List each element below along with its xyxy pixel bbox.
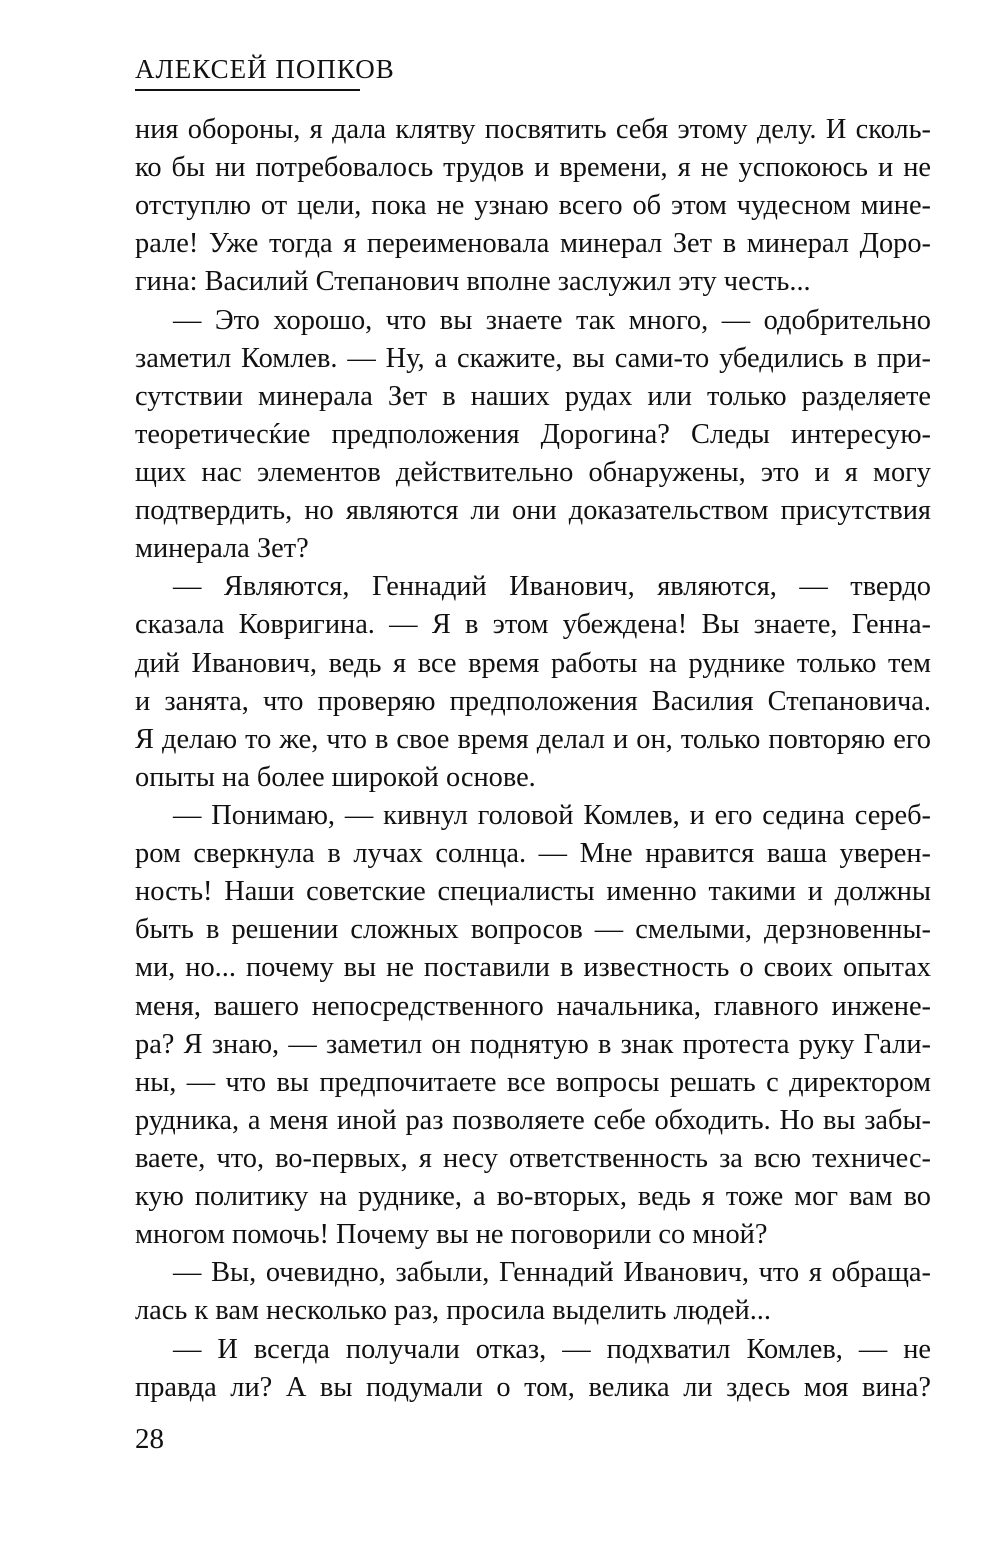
text-line: ко бы ни потребовалось трудов и времени, я не успокоюсь и не (135, 152, 931, 184)
text-line: меня, вашего непосредственного начальника, главного инжене- (135, 990, 931, 1022)
text-line: дий Иванович, ведь я все время работы на руднике только тем (135, 647, 931, 679)
text-line: ность! Наши советские специалисты именно такими и должны (135, 876, 931, 908)
text-line: правда ли? А вы подумали о том, велика ли здесь моя вина? (135, 1371, 931, 1403)
text-line: отступлю от цели, пока не узнаю всего об этом чудесном мине- (135, 190, 931, 222)
body-text (135, 111, 931, 1407)
text-line: теоретичесќие предположения Дорогина? Следы интересую- (135, 418, 931, 450)
text-line: ра? Я знаю, — заметил он поднятую в знак протеста руку Гали- (135, 1028, 931, 1060)
text-line: ния обороны, я дала клятву посвятить себя этому делу. И сколь- (135, 114, 931, 145)
text-line: лась к вам несколько раз, просила выделить людей... (135, 1295, 772, 1327)
text-line: заметил Комлев. — Ну, а скажите, вы сами-то убедились в при- (135, 342, 931, 374)
text-line: щих нас элементов действительно обнаружены, это и я могу (135, 456, 931, 488)
text-line: подтвердить, но являются ли они доказательством присутствия (135, 495, 931, 527)
text-line: сутствии минерала Зет в наших рудах или только разделяете (135, 380, 931, 412)
text-line: сказала Ковригина. — Я в этом убеждена! Вы знаете, Генна- (135, 609, 931, 641)
text-line: гина: Василий Степанович вполне заслужил эту честь... (135, 266, 811, 298)
text-line: Я делаю то же, что в свое время делал и он, только повторяю его (135, 723, 931, 755)
text-line: ром сверкнула в лучах солнца. — Мне нравится ваша уверен- (135, 838, 931, 870)
text-line: — И всегда получали отказ, — подхватил Комлев, — не (173, 1333, 931, 1365)
text-line: ваете, что, во-первых, я несу ответственность за всю техничес- (135, 1142, 931, 1174)
text-line: — Это хорошо, что вы знаете так много, — одобрительно (173, 304, 931, 336)
text-line: минерала Зет? (135, 533, 309, 565)
text-line: — Вы, очевидно, забыли, Геннадий Иванович, что я обраща- (173, 1257, 931, 1289)
text-line: — Являются, Геннадий Иванович, являются, — твердо (173, 571, 931, 603)
text-line: — Понимаю, — кивнул головой Комлев, и его седина сереб- (173, 799, 931, 831)
text-line: кую политику на руднике, а во-вторых, ведь я тоже мог вам во (135, 1181, 931, 1213)
text-line: рале! Уже тогда я переименовала минерал Зет в минерал Доро- (135, 228, 931, 260)
text-line: быть в решении сложных вопросов — смелыми, дерзновенны- (135, 914, 931, 946)
running-header: АЛЕКСЕЙ ПОПКОВ (135, 54, 395, 84)
text-line: ми, но... почему вы не поставили в известность о своих опытах (135, 952, 931, 984)
text-line: рудника, а меня иной раз позволяете себе обходить. Но вы забы- (135, 1104, 931, 1136)
text-line: многом помочь! Почему вы не поговорили со мной? (135, 1219, 768, 1251)
page-number: 28 (135, 1423, 164, 1455)
text-line: ны, — что вы предпочитаете все вопросы решать с директором (135, 1066, 931, 1098)
text-line: и занята, что проверяю предположения Василия Степановича. (135, 685, 931, 717)
header-rule (135, 89, 360, 91)
text-line: опыты на более широкой основе. (135, 761, 536, 793)
